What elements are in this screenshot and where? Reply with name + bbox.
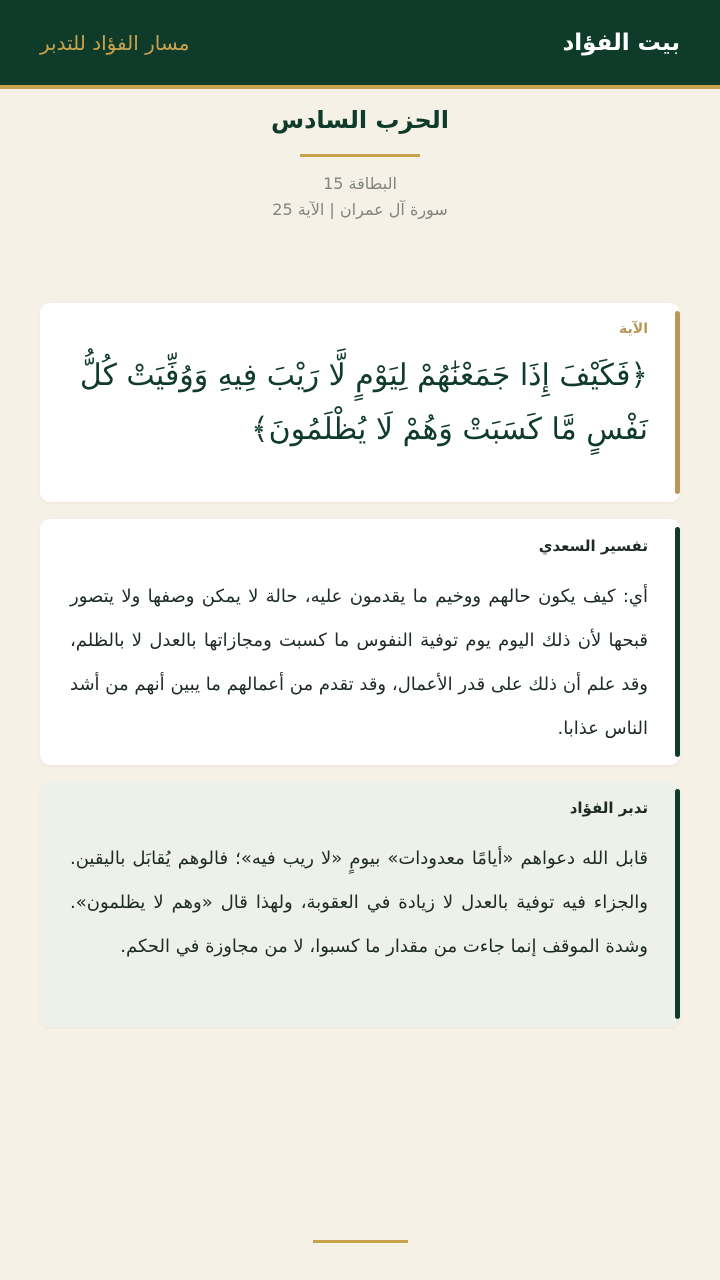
tafsir-card — [40, 519, 680, 765]
app-header — [0, 0, 720, 85]
tafsir-text: أي: كيف يكون حالهم ووخيم ما يقدمون عليه، حالة لا يمكن وصفها ولا يتصور قبحها لأن ذلك اليوم يوم توفية النفوس ما كسبت ومجازاتها بالعدل لا بالظلم، وقد علم أن ذلك على قدر الأعمال، وقد تقدم من أعمالهم ما يبين أنهم من أشد الناس عذابا. — [70, 586, 648, 739]
app-subtitle: مسار الفؤاد للتدبر — [40, 30, 190, 55]
ayah-label: الآية — [619, 321, 648, 337]
divider — [300, 154, 420, 157]
hizb-title: الحزب السادس — [270, 106, 450, 134]
accent-bar — [675, 789, 680, 1019]
accent-bar — [675, 311, 680, 494]
ayah-card — [40, 303, 680, 502]
bottom-divider — [313, 1240, 408, 1243]
ayah-text: ﴿فَكَيْفَ إِذَا جَمَعْنَٰهُمْ لِيَوْمٍ لَّا رَيْبَ فِيهِ وَوُفِّيَتْ كُلُّ نَفْسٍ مَّا كَسَبَتْ وَهُمْ لَا يُظْلَمُونَ﴾ — [79, 358, 648, 447]
tadabbur-label: تدبر الفؤاد — [569, 799, 648, 817]
card-number: البطاقة 15 — [323, 174, 397, 193]
hizb-heading — [0, 100, 720, 223]
tafsir-label: تفسير السعدي — [538, 537, 648, 555]
tadabbur-card — [40, 781, 680, 1027]
app-title[interactable]: بيت الفؤاد — [562, 29, 680, 56]
tadabbur-text: قابل الله دعواهم «أيامًا معدودات» بيومٍ «لا ريب فيه»؛ فالوهم يُقابَل باليقين. والجزاء فيه توفية بالعدل لا زيادة في العقوبة، ولهذا قال «وهم لا يظلمون». وشدة الموقف إنما جاءت من مقدار ما كسبوا، لا من مجاوزة في الحكم. — [70, 848, 648, 957]
surah-reference: سورة آل عمران | الآية 25 — [272, 200, 448, 219]
accent-bar — [675, 527, 680, 757]
